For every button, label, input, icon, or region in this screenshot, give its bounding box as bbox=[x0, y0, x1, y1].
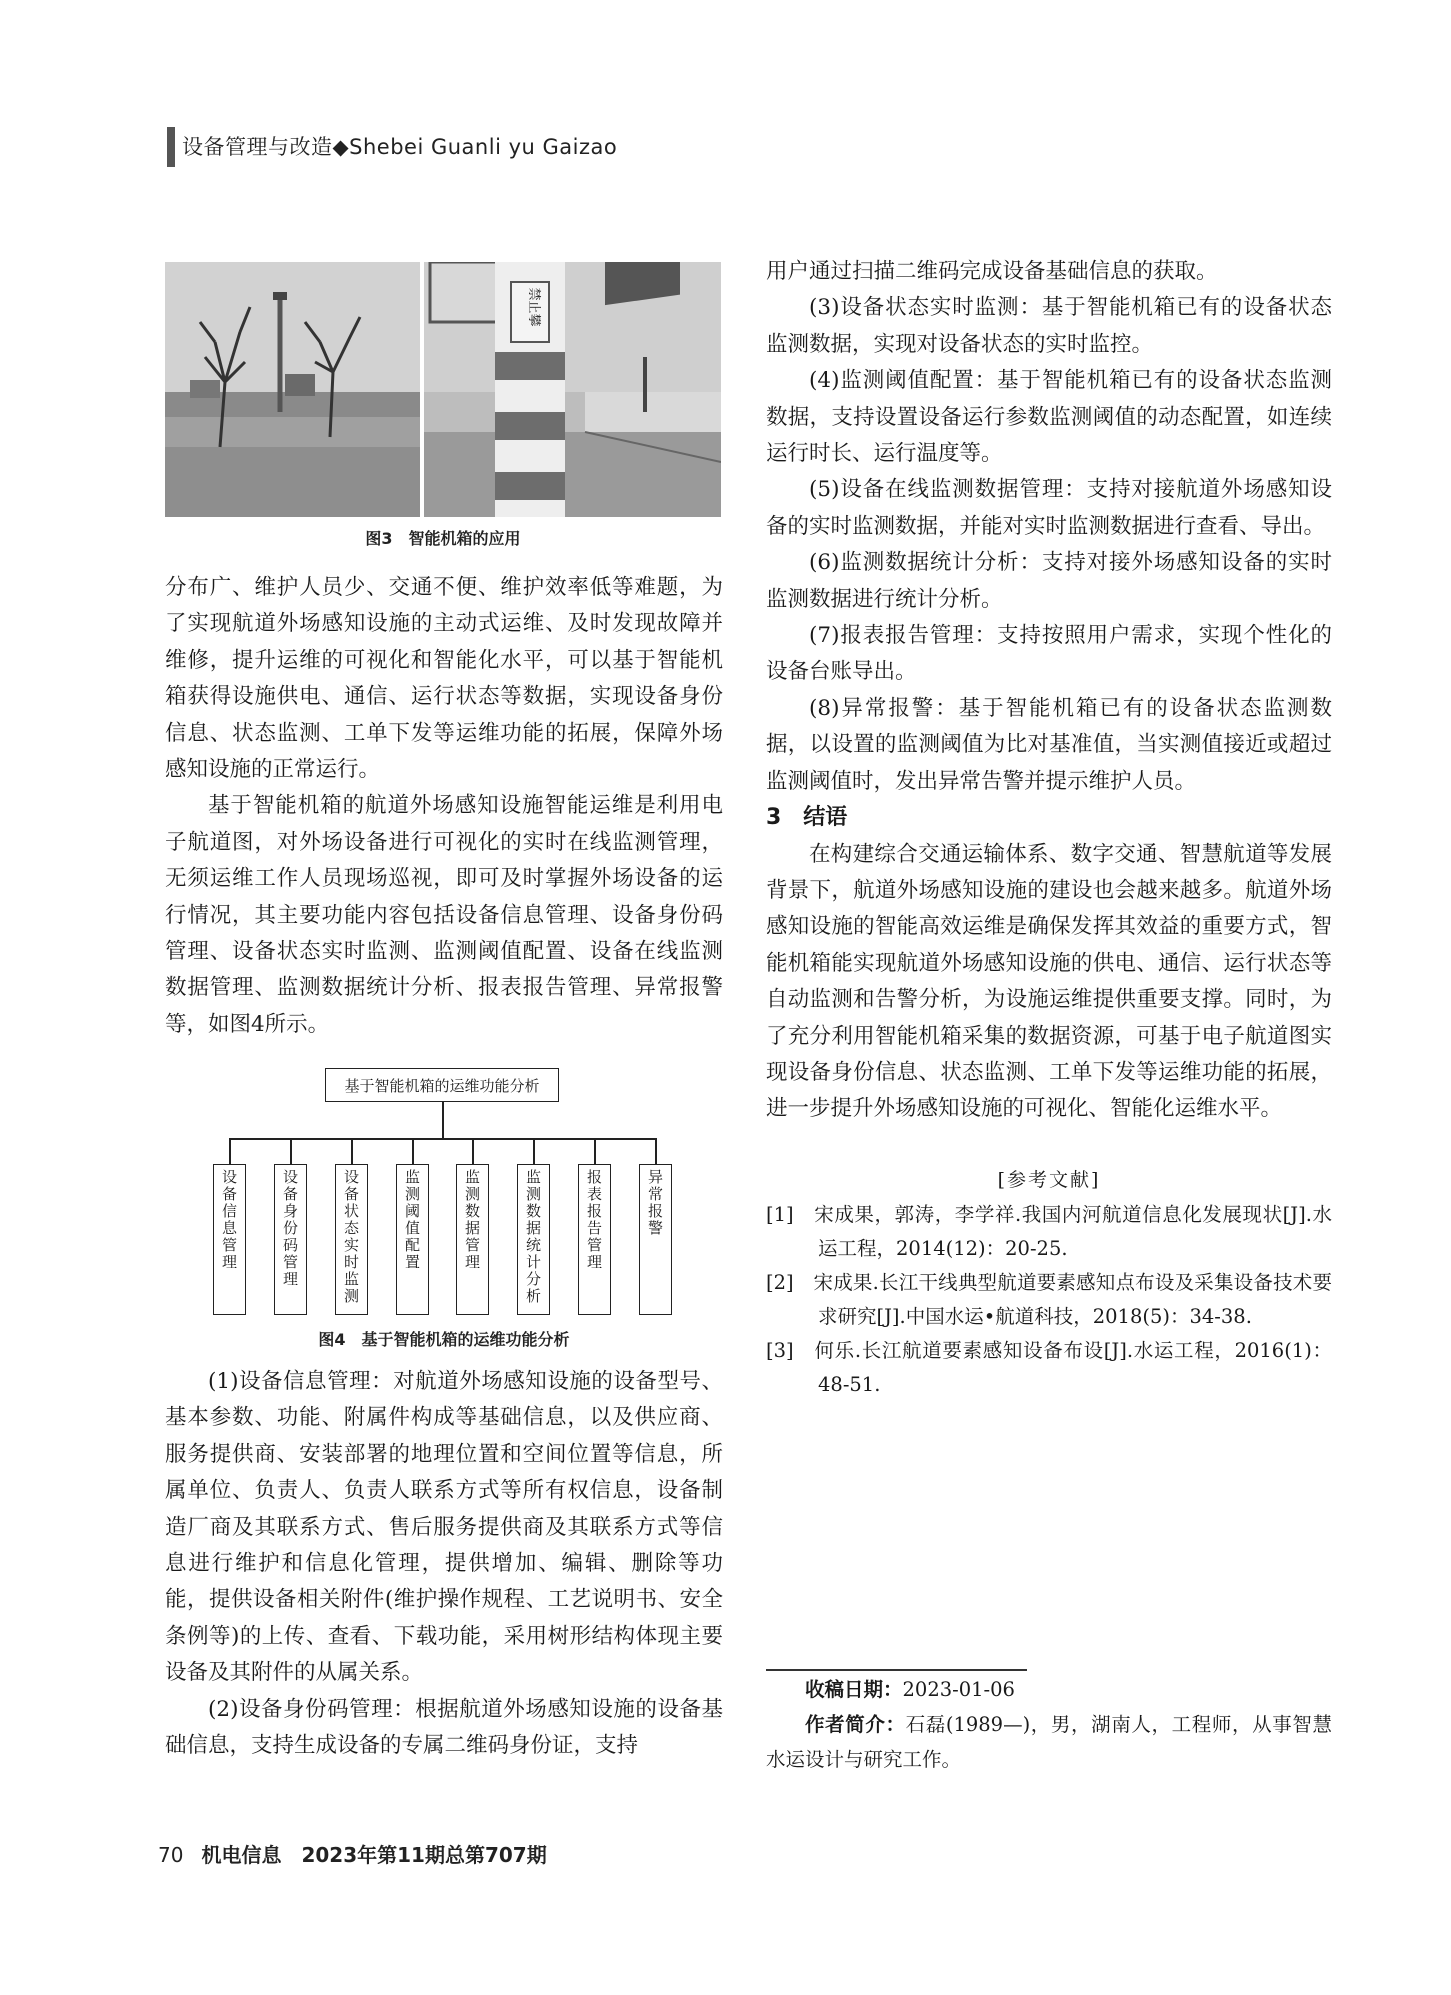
reference-item: [3] 何乐.长江航道要素感知设备布设[J].水运工程，2016(1)：48-51. bbox=[766, 1339, 1332, 1397]
connector bbox=[594, 1138, 596, 1164]
connector bbox=[351, 1138, 353, 1164]
connector bbox=[533, 1138, 535, 1164]
paragraph: (1)设备信息管理：对航道外场感知设施的设备型号、基本参数、功能、附属件构成等基础信息，以及供应商、服务提供商、安装部署的地理位置和空间位置等信息，所属单位、负责人、负责人联系方式等所有权信息，设备制造厂商及其联系方式、售后服务提供商及其联系方式等信息进行维护和信息化管理，提供增加、编辑、删除等功能，提供设备相关附件(维护操作规程、工艺说明书、安全条例等)的上传、查看、下载功能，采用树形结构体现主要设备及其附件的从属关系。 bbox=[165, 1369, 723, 1686]
author-bio: 石磊(1989—)，男，湖南人，工程师，从事智慧水运设计与研究工作。 bbox=[766, 1713, 1332, 1771]
references-title: [参考文献] bbox=[997, 1168, 1101, 1191]
left-column-bottom bbox=[165, 1364, 723, 1764]
header-bar bbox=[167, 127, 175, 167]
diagram-node: 设备信息管理 bbox=[213, 1164, 246, 1315]
journal-issue: 机电信息 2023年第11期总第707期 bbox=[201, 1843, 547, 1867]
connector bbox=[412, 1138, 414, 1164]
footnote-rule bbox=[766, 1669, 1027, 1671]
reference-item: [2] 宋成果.长江干线典型航道要素感知点布设及采集设备技术要求研究[J].中国水运•航道科技，2018(5)：34-38. bbox=[766, 1271, 1332, 1329]
paragraph: (2)设备身份码管理：根据航道外场感知设施的设备基础信息，支持生成设备的专属二维码身份证，支持 bbox=[165, 1696, 723, 1759]
received-label: 收稿日期： bbox=[805, 1678, 903, 1701]
diagram-node: 设备身份码管理 bbox=[274, 1164, 307, 1315]
section-title: 3 结语 bbox=[766, 805, 848, 831]
page-number: 70 bbox=[158, 1843, 184, 1867]
connector bbox=[229, 1138, 231, 1164]
paragraph: 分布广、维护人员少、交通不便、维护效率低等难题，为了实现航道外场感知设施的主动式运维、及时发现故障并维修，提升运维的可视化和智能化水平，可以基于智能机箱获得设施供电、通信、运行状态等数据，实现设备身份信息、状态监测、工单下发等运维功能的拓展，保障外场感知设施的正常运行。 bbox=[165, 575, 723, 783]
diagram-node: 监测阈值配置 bbox=[396, 1164, 429, 1315]
paragraph: 基于智能机箱的航道外场感知设施智能运维是利用电子航道图，对外场设备进行可视化的实时在线监测管理，无须运维工作人员现场巡视，即可及时掌握外场设备的运行情况，其主要功能内容包括设备信息管理、设备身份码管理、设备状态实时监测、监测阈值配置、设备在线监测数据管理、监测数据统计分析、报表报告管理、异常报警等，如图4所示。 bbox=[165, 793, 723, 1037]
diagram-node: 监测数据统计分析 bbox=[517, 1164, 550, 1315]
received-date: 2023-01-06 bbox=[902, 1678, 1015, 1701]
diagram-node: 报表报告管理 bbox=[578, 1164, 611, 1315]
paragraph: (3)设备状态实时监测：基于智能机箱已有的设备状态监测数据，实现对设备状态的实时监控。 bbox=[766, 295, 1332, 357]
paragraph: (5)设备在线监测数据管理：支持对接航道外场感知设备的实时监测数据，并能对实时监测数据进行查看、导出。 bbox=[766, 477, 1332, 539]
connector bbox=[472, 1138, 474, 1164]
paragraph: 在构建综合交通运输体系、数字交通、智慧航道等发展背景下，航道外场感知设施的建设也会越来越多。航道外场感知设施的智能高效运维是确保发挥其效益的重要方式，智能机箱能实现航道外场感知设施的供电、通信、运行状态等自动监测和告警分析，为设施运维提供重要支撑。同时，为了充分利用智能机箱采集的数据资源，可基于电子航道图实现设备身份信息、状态监测、工单下发等运维功能的拓展，进一步提升外场感知设施的可视化、智能化运维水平。 bbox=[766, 841, 1332, 1122]
figure4-diagram bbox=[200, 1064, 688, 1320]
diagram-root-node: 基于智能机箱的运维功能分析 bbox=[325, 1068, 559, 1102]
footnote bbox=[766, 1672, 1332, 1777]
author-label: 作者简介： bbox=[805, 1713, 906, 1736]
reference-item: [1] 宋成果，郭涛，李学祥.我国内河航道信息化发展现状[J].水运工程，2014(12)：20-25. bbox=[766, 1203, 1332, 1261]
page-footer bbox=[158, 1839, 547, 1868]
diagram-node: 监测数据管理 bbox=[456, 1164, 489, 1315]
paragraph: (4)监测阈值配置：基于智能机箱已有的设备状态监测数据，支持设置设备运行参数监测阈值的动态配置，如连续运行时长、运行温度等。 bbox=[766, 368, 1332, 467]
right-column bbox=[766, 254, 1332, 1402]
paragraph: (7)报表报告管理：支持按照用户需求，实现个性化的设备台账导出。 bbox=[766, 623, 1332, 685]
connector bbox=[655, 1138, 657, 1164]
diagram-node: 设备状态实时监测 bbox=[335, 1164, 368, 1315]
connector bbox=[290, 1138, 292, 1164]
figure3-photo bbox=[165, 262, 721, 517]
running-header: 设备管理与改造◆Shebei Guanli yu Gaizao bbox=[182, 135, 618, 159]
paragraph: 用户通过扫描二维码完成设备基础信息的获取。 bbox=[766, 259, 1218, 284]
paragraph: (8)异常报警：基于智能机箱已有的设备状态监测数据，以设置的监测阈值为比对基准值，当实测值接近或超过监测阈值时，发出异常告警并提示维护人员。 bbox=[766, 695, 1332, 794]
left-column-top bbox=[165, 570, 723, 1043]
figure4-caption: 图4 基于智能机箱的运维功能分析 bbox=[318, 1330, 570, 1349]
connector bbox=[229, 1138, 655, 1140]
sign-text: 禁止攀 bbox=[526, 287, 541, 327]
paragraph: (6)监测数据统计分析：支持对接外场感知设备的实时监测数据进行统计分析。 bbox=[766, 550, 1332, 612]
diagram-node: 异常报警 bbox=[639, 1164, 672, 1315]
connector bbox=[442, 1102, 444, 1138]
figure3-caption: 图3 智能机箱的应用 bbox=[365, 529, 521, 548]
